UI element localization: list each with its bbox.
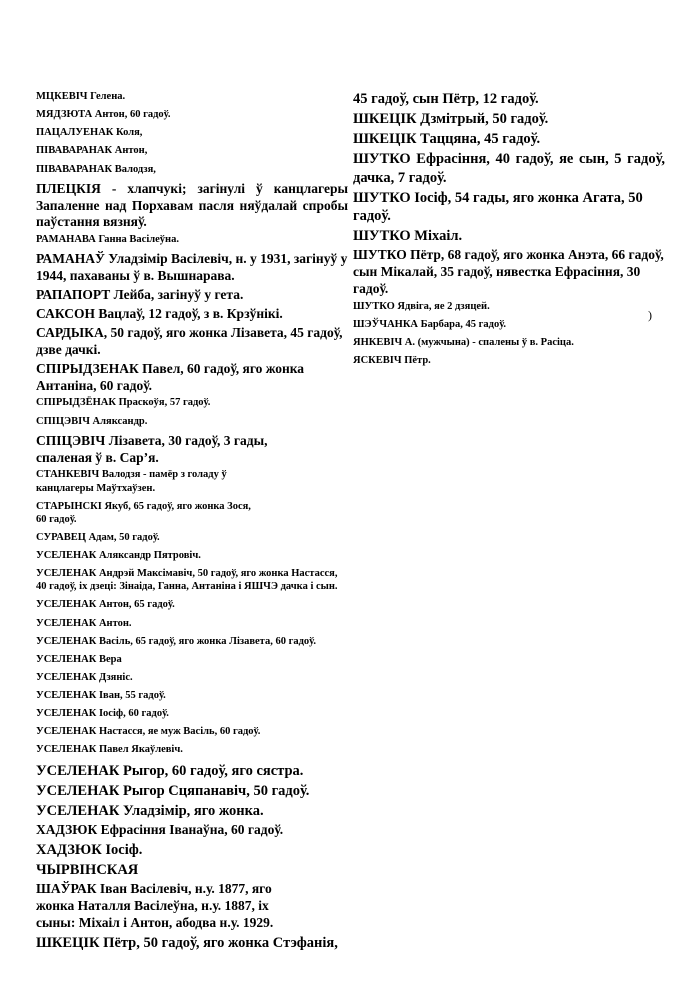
list-entry: УСЕЛЕНАК Васіль, 65 гадоў, яго жонка Лізавета, 60 гадоў. <box>36 635 316 647</box>
list-entry: УСЕЛЕНАК Настасся, яе муж Васіль, 60 гадоў. <box>36 726 261 738</box>
list-entry: 45 гадоў, сын Пётр, 12 гадоў. <box>353 91 539 107</box>
list-entry: ЧЫРВІНСКАЯ <box>36 861 139 878</box>
list-entry: СПІРЫДЗЕНАК Павел, 60 гадоў, яго жонка Антаніна, 60 гадоў. <box>36 360 305 393</box>
list-entry: УСЕЛЕНАК Антон, 65 гадоў. <box>36 599 175 611</box>
list-entry: ПІВАВАРАНАК Валодзя, <box>36 163 156 175</box>
list-entry: РАПАПОРТ Лейба, загінуў у гета. <box>36 287 244 303</box>
list-entry: СТАРЫНСКІ Якуб, 65 гадоў, яго жонка Зося, 60 гадоў. <box>36 500 251 525</box>
list-entry: СПІРЫДЗЁНАК Праскоўя, 57 гадоў. <box>36 397 211 409</box>
list-entry: ШУТКО Іосіф, 54 гады, яго жонка Агата, 50 гадоў. <box>353 189 643 224</box>
list-entry: ШКЕЦІК Дзмітрый, 50 гадоў. <box>353 111 549 128</box>
left-column <box>36 90 348 954</box>
list-entry: УСЕЛЕНАК Вера <box>36 653 122 665</box>
list-entry: ШУТКО Міхаіл. <box>353 227 463 244</box>
list-entry: ШУТКО Ефрасіння, 40 гадоў, яе сын, 5 гадоў, дачка, 7 гадоў. <box>353 151 665 186</box>
list-entry: УСЕЛЕНАК Іван, 55 гадоў. <box>36 690 166 701</box>
list-entry: УСЕЛЕНАК Антон. <box>36 617 132 629</box>
list-entry: ПІВАВАРАНАК Антон, <box>36 145 148 157</box>
list-entry: ЯСКЕВІЧ Пётр. <box>353 355 431 366</box>
list-entry: ЯНКЕВІЧ А. (мужчына) - спалены ў в. Расіца. <box>353 336 574 348</box>
list-entry: ХАДЗЮК Іосіф. <box>36 841 143 858</box>
list-entry: МЯДЗЮТА Антон, 60 гадоў. <box>36 109 171 121</box>
list-entry: СТАНКЕВІЧ Валодзя - памёр з голаду ў канцлагеры Маўтхаўзен. <box>36 469 227 494</box>
list-entry: УСЕЛЕНАК Рыгор Сцяпанавіч, 50 гадоў. <box>36 782 310 799</box>
list-entry: ШУТКО Ядвіга, яе 2 дзяцей. <box>353 300 490 312</box>
list-entry: СУРАВЕЦ Адам, 50 гадоў. <box>36 531 160 543</box>
list-entry: УСЕЛЕНАК Рыгор, 60 гадоў, яго сястра. <box>36 762 304 779</box>
list-entry: УСЕЛЕНАК Павел Якаўлевіч. <box>36 744 183 756</box>
margin-mark: ) <box>648 308 652 322</box>
list-entry: ШКЕЦІК Таццяна, 45 гадоў. <box>353 131 541 148</box>
list-entry: САРДЫКА, 50 гадоў, яго жонка Лізавета, 45 гадоў, дзве дачкі. <box>36 324 343 357</box>
list-entry: ШЭЎЧАНКА Барбара, 45 гадоў. <box>353 318 507 330</box>
list-entry: САКСОН Вацлаў, 12 гадоў, з в. Крзўнікі. <box>36 306 283 321</box>
list-entry: ПАЦАЛУЕНАК Коля, <box>36 127 143 139</box>
list-entry: ШАЎРАК Іван Васілевіч, н.у. 1877, яго жонка Наталля Васілеўна, н.у. 1887, іх сыны: Міхаіл і Антон, абодва н.у. 1929. <box>36 881 274 930</box>
list-entry: УСЕЛЕНАК Андрэй Максімавіч, 50 гадоў, яго жонка Настасся, 40 гадоў, іх дзеці: Зінаіда, Ганна, Антаніна і ЯШЧЭ дачка і сын. <box>36 568 338 593</box>
right-column <box>353 90 665 372</box>
list-entry: ШКЕЦІК Пётр, 50 гадоў, яго жонка Стэфанія, <box>36 934 338 951</box>
list-entry: УСЕЛЕНАК Дзяніс. <box>36 671 133 683</box>
list-entry: ШУТКО Пётр, 68 гадоў, яго жонка Анэта, 66 гадоў, сын Мікалай, 35 гадоў, нявестка Ефрасіння, 30 гадоў. <box>353 247 664 296</box>
list-entry: РАМАНАВА Ганна Васілеўна. <box>36 234 179 246</box>
list-entry: УСЕЛЕНАК Уладзімір, яго жонка. <box>36 802 264 819</box>
list-entry: МЦКЕВІЧ Гелена. <box>36 91 126 102</box>
list-entry: УСЕЛЕНАК Іосіф, 60 гадоў. <box>36 708 169 720</box>
list-entry: УСЕЛЕНАК Аляксандр Пятровіч. <box>36 550 201 561</box>
list-entry: ПЛЕЦКІЯ - хлапчукі; загінулі ў канцлагеры Запаленне над Порхавам пасля няўдалай спробы паўстання вязняў. <box>36 180 348 230</box>
list-entry: СПІЦЭВІЧ Лізавета, 30 гадоў, 3 гады, спаленая ў в. Сар’я. <box>36 432 268 465</box>
list-entry: РАМАНАЎ Уладзімір Васілевіч, н. у 1931, загінуў у 1944, пахаваны ў в. Вышнарава. <box>36 251 348 284</box>
list-entry: СПІЦЭВІЧ Аляксандр. <box>36 415 148 427</box>
list-entry: ХАДЗЮК Ефрасіння Іванаўна, 60 гадоў. <box>36 821 284 837</box>
